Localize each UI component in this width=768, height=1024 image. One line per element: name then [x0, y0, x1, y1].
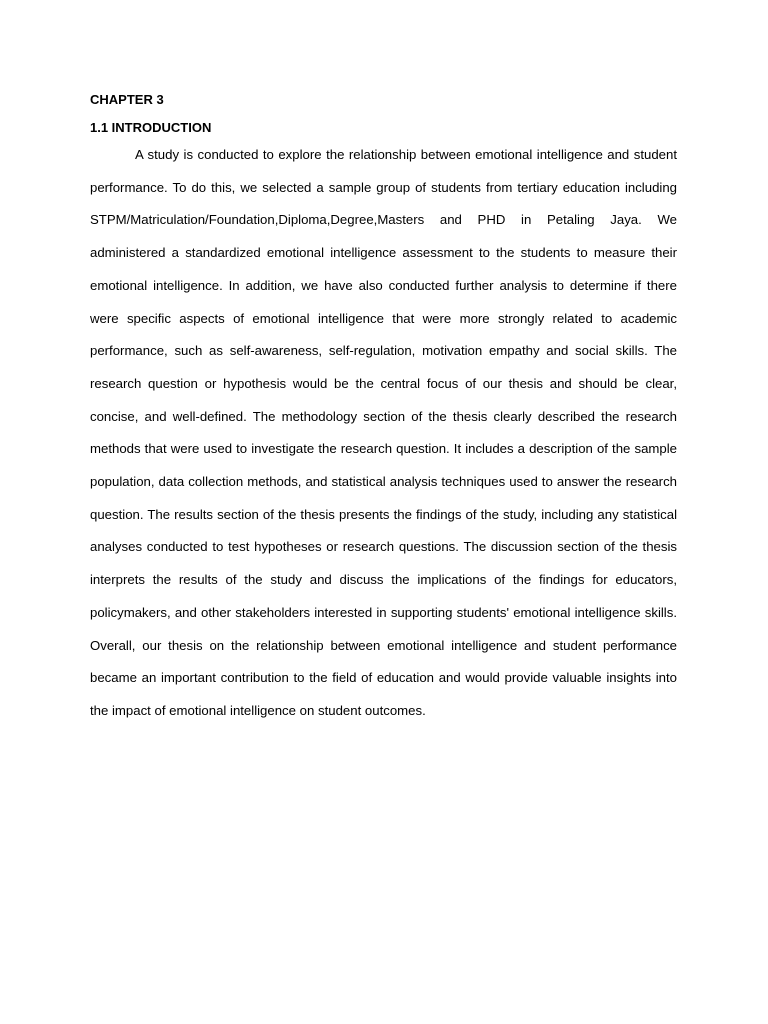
- section-heading: 1.1 INTRODUCTION: [90, 120, 212, 135]
- chapter-heading: CHAPTER 3: [90, 92, 164, 107]
- body-paragraph: A study is conducted to explore the relationship between emotional intelligence and student performance. To do this, we selected a sample group of students from tertiary education including STPM/Matriculation/Foundation,Diploma,Degree,Masters and PHD in Petaling Jaya. We administered a standardized emotional intelligence assessment to the students to measure their emotional intelligence. In addition, we have also conducted further analysis to determine if there were specific aspects of emotional intelligence that were more strongly related to academic performance, such as self-awareness, self-regulation, motivation empathy and social skills. The research question or hypothesis would be the central focus of our thesis and should be clear, concise, and well-defined. The methodology section of the thesis clearly described the research methods that were used to investigate the research question. It includes a description of the sample population, data collection methods, and statistical analysis techniques used to answer the research question. The results section of the thesis presents the findings of the study, including any statistical analyses conducted to test hypotheses or research questions. The discussion section of the thesis interprets the results of the study and discuss the implications of the findings for educators, policymakers, and other stakeholders interested in supporting students' emotional intelligence skills. Overall, our thesis on the relationship between emotional intelligence and student performance became an important contribution to the field of education and would provide valuable insights into the impact of emotional intelligence on student outcomes.: [90, 147, 677, 718]
- page-content: [90, 90, 677, 728]
